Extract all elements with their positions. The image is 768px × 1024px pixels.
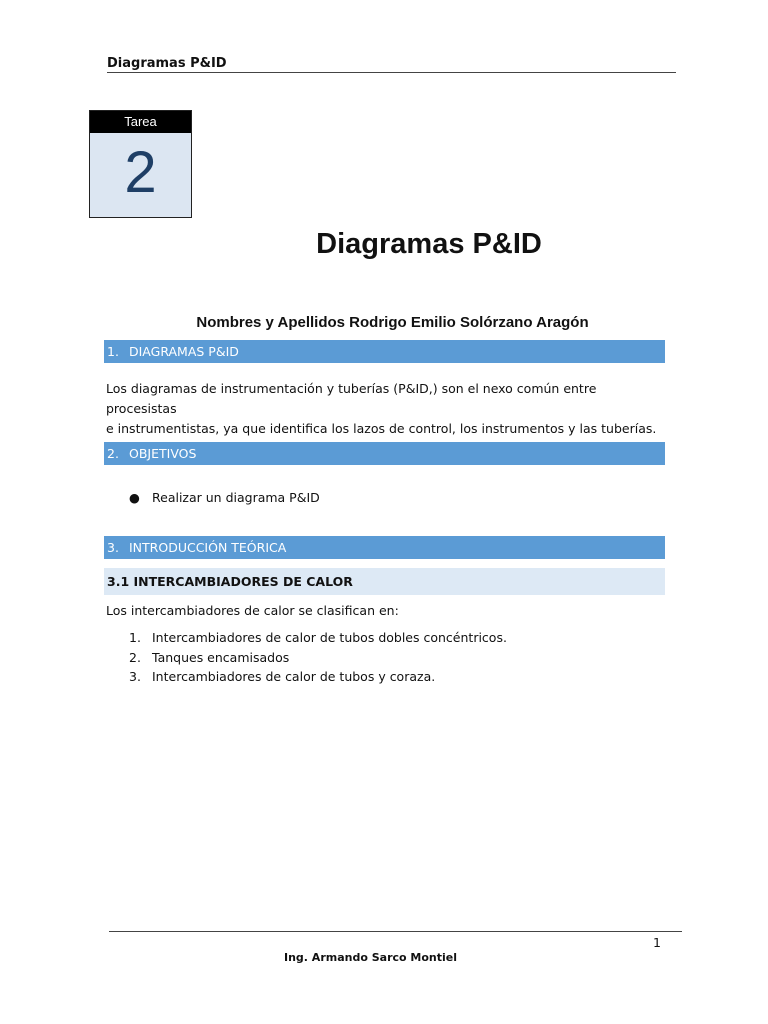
footer-rule: [109, 931, 682, 932]
header-rule: [107, 72, 676, 73]
running-header: Diagramas P&ID: [107, 56, 227, 71]
heat-exchanger-list: [129, 628, 507, 687]
section-number: 3.: [107, 540, 119, 555]
section-number: 2.: [107, 446, 119, 461]
tarea-label: Tarea: [90, 111, 191, 133]
section-title: OBJETIVOS: [129, 446, 197, 461]
list-text: Intercambiadores de calor de tubos y coraza.: [152, 669, 436, 684]
section-title: INTRODUCCIÓN TEÓRICA: [129, 540, 287, 555]
paragraph-line: e instrumentistas, ya que identifica los lazos de control, los instrumentos y las tuberías.: [106, 421, 657, 436]
tarea-number: 2: [124, 140, 157, 205]
student-names: Nombres y Apellidos Rodrigo Emilio Solórzano Aragón: [196, 314, 589, 331]
section-1-paragraph: [106, 379, 666, 439]
tarea-badge: [89, 110, 192, 218]
list-item: [129, 667, 507, 687]
section-heading-3: [104, 536, 665, 559]
subsection-heading: 3.1 INTERCAMBIADORES DE CALOR: [104, 568, 665, 595]
section-heading-1: [104, 340, 665, 363]
list-number: 2.: [129, 649, 141, 665]
footer-author: Ing. Armando Sarco Montiel: [284, 951, 457, 964]
list-text: Intercambiadores de calor de tubos dobles concéntricos.: [152, 630, 507, 645]
objective-text: Realizar un diagrama P&ID: [152, 490, 320, 505]
list-item: [129, 648, 507, 668]
section-title: DIAGRAMAS P&ID: [129, 344, 239, 359]
list-number: 3.: [129, 669, 141, 684]
paragraph-line: Los diagramas de instrumentación y tuberías (P&ID,) son el nexo común entre procesistas: [106, 381, 597, 416]
section-number: 1.: [107, 344, 119, 359]
bullet-icon: ●: [129, 490, 140, 505]
page-title: Diagramas P&ID: [316, 228, 542, 260]
section-heading-2: [104, 442, 665, 465]
intro-paragraph: Los intercambiadores de calor se clasifican en:: [106, 603, 399, 618]
list-text: Tanques encamisados: [152, 649, 290, 665]
objective-item: [129, 488, 320, 508]
list-item: [129, 628, 507, 648]
page-number: 1: [653, 935, 661, 950]
list-number: 1.: [129, 630, 141, 645]
